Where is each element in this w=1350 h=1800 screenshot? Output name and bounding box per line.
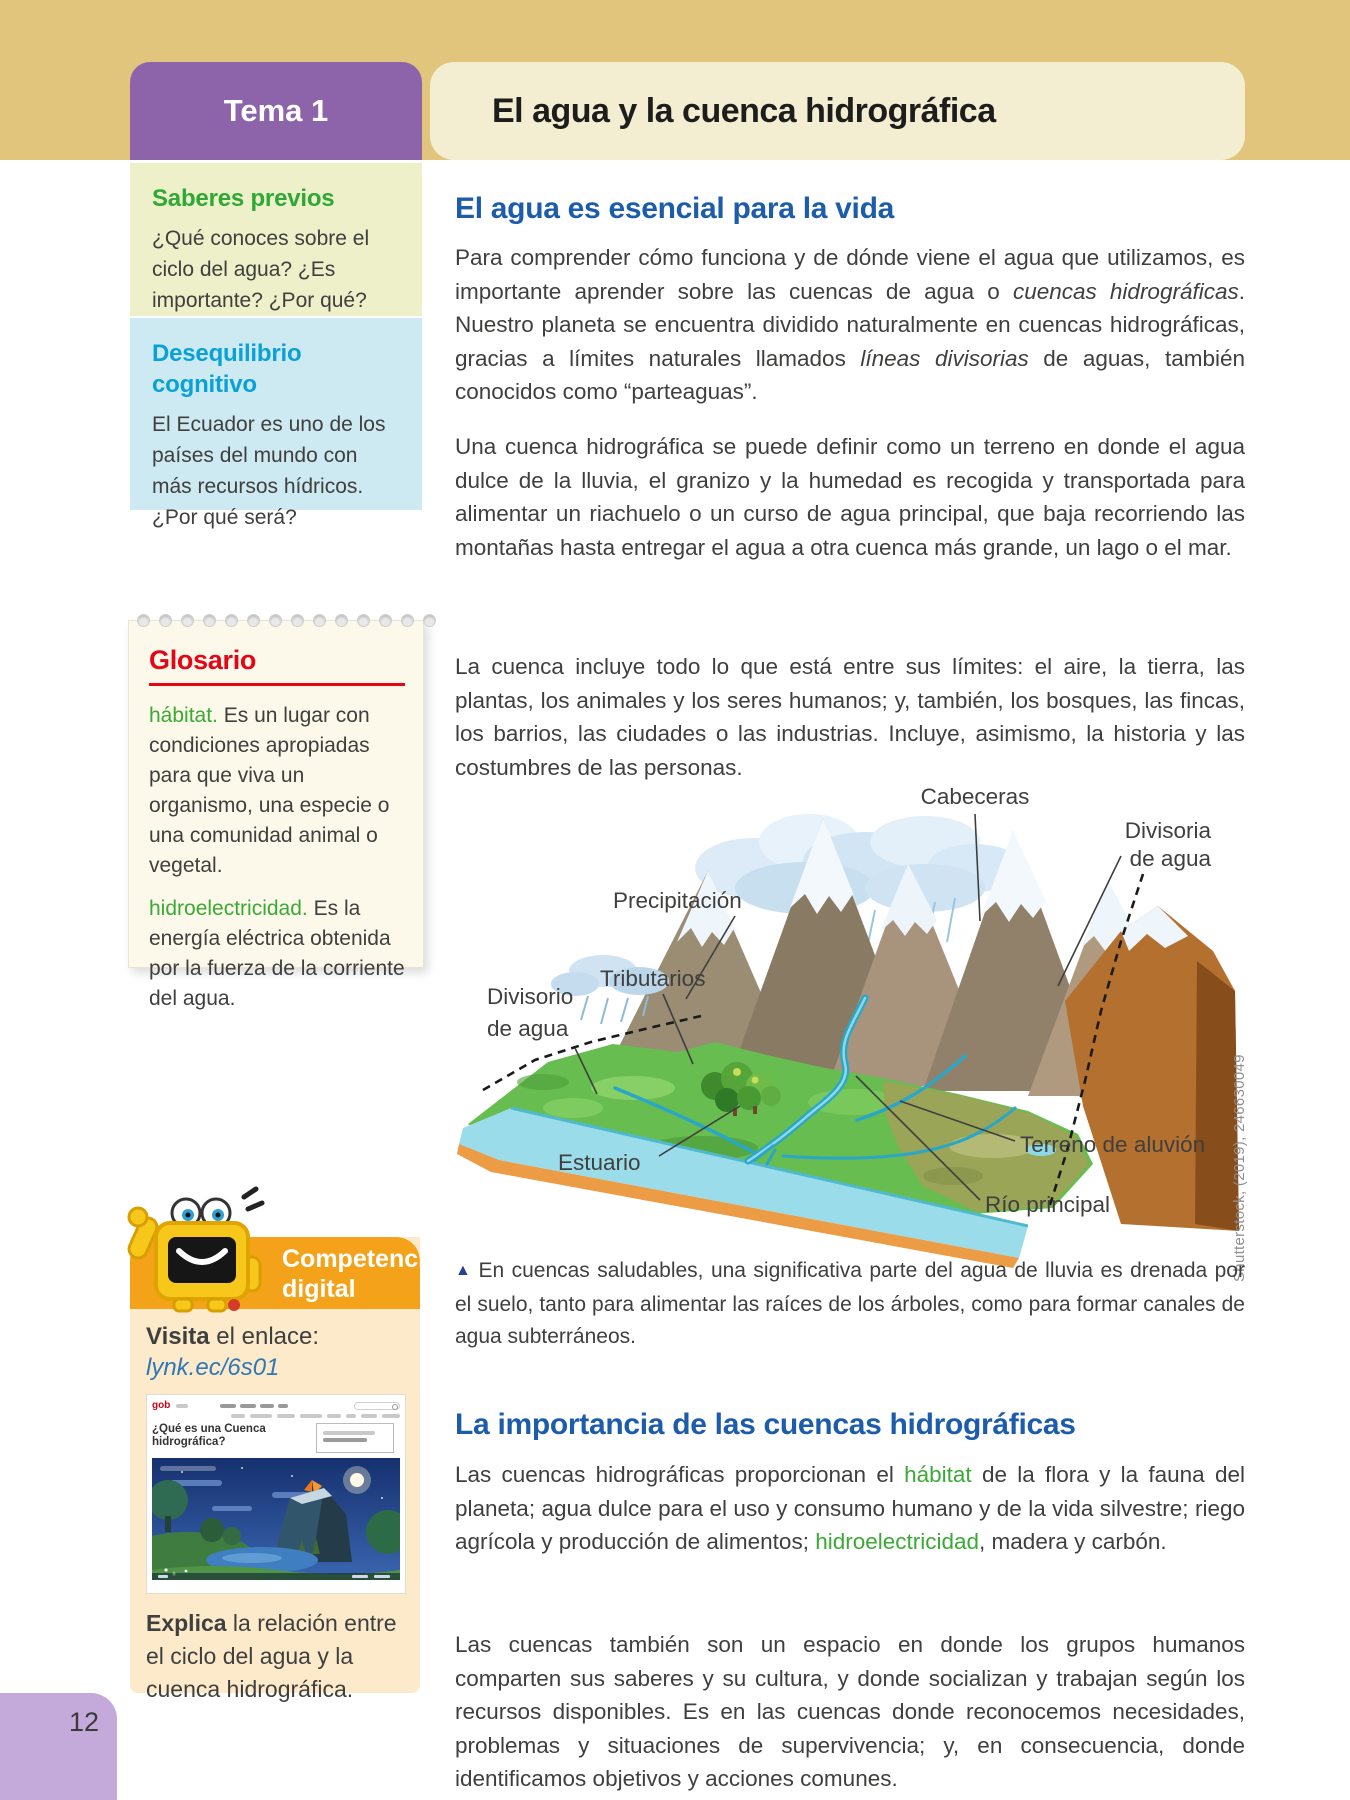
notepad-hole bbox=[225, 614, 238, 627]
notepad-hole bbox=[159, 614, 172, 627]
label-estuario: Estuario bbox=[558, 1150, 641, 1175]
screenshot-heading: ¿Qué es una Cuenca hidrográfica? bbox=[152, 1423, 266, 1448]
notepad-hole bbox=[203, 614, 216, 627]
screenshot-nav-bar bbox=[152, 1414, 400, 1418]
desequilibrio-text: El Ecuador es uno de los países del mundo con más recursos hídricos. ¿Por qué será? bbox=[152, 413, 386, 529]
visita-text: Visita el enlace: bbox=[146, 1323, 320, 1350]
notepad-hole bbox=[423, 614, 436, 627]
paragraph-1: Para comprender cómo funciona y de dónde viene el agua que utilizamos, es importante aprender sobre las cuencas de agua o cuencas hidrográficas. Nuestro planeta se encuentra dividido naturalmente en cuencas hidrográficas, gracias a límites naturales llamados líneas divisorias de aguas, también conocidos como “parteaguas”. bbox=[455, 245, 1246, 404]
diagram-caption bbox=[455, 1255, 1245, 1353]
notepad-hole bbox=[335, 614, 348, 627]
glossary-notepad bbox=[128, 620, 424, 1010]
competencia-title-line2: digital bbox=[282, 1275, 356, 1303]
glossary-definition: Es la energía eléctrica obtenida por la fuerza de la corriente del agua. bbox=[149, 897, 405, 1010]
notepad-hole bbox=[269, 614, 282, 627]
glossary-definition: Es un lugar con condiciones apropiadas para que viva un organismo, una especie o una comunidad animal o vegetal. bbox=[149, 704, 390, 877]
saberes-previos-title: Saberes previos bbox=[152, 185, 335, 212]
label-divisorio-line1: Divisorio bbox=[487, 984, 574, 1009]
paragraph-5: Las cuencas también son un espacio en donde los grupos humanos comparten sus saberes y su cultura, y donde socializan y trabajan según los recursos disponibles. Es en las cuencas donde reconocemos necesidades, problemas y situaciones de supervivencia; y, en consecuencia, donde identificamos objetivos y acciones comunes. bbox=[455, 1632, 1245, 1791]
page-title: El agua y la cuenca hidrográfica bbox=[430, 62, 1245, 160]
competencia-digital-box bbox=[130, 1237, 439, 1702]
label-precipitacion: Precipitación bbox=[613, 888, 742, 913]
desequilibrio-box bbox=[130, 318, 422, 529]
label-terreno: Terreno de aluvión bbox=[1020, 1132, 1206, 1157]
label-divisoria-line2: de agua bbox=[1129, 846, 1211, 871]
glossary-term: hidroelectricidad. bbox=[149, 897, 308, 920]
explica-text: Explica la relación entre el ciclo del agua y la cuenca hidrográfica. bbox=[146, 1610, 397, 1702]
notepad-hole bbox=[401, 614, 414, 627]
notepad-hole bbox=[247, 614, 260, 627]
page-number: 12 bbox=[68, 1707, 99, 1737]
notepad-hole bbox=[357, 614, 370, 627]
notepad-hole bbox=[291, 614, 304, 627]
video-thumbnail bbox=[152, 1458, 400, 1580]
label-divisorio-line2: de agua bbox=[487, 1016, 569, 1041]
page-number-tab bbox=[0, 1693, 117, 1800]
screenshot-side-box bbox=[316, 1423, 394, 1453]
label-divisoria-line1: Divisoria bbox=[1124, 818, 1211, 843]
notepad-hole bbox=[379, 614, 392, 627]
caption-marker-icon: ▲ bbox=[455, 1262, 473, 1279]
notepad-hole bbox=[313, 614, 326, 627]
notepad-hole bbox=[181, 614, 194, 627]
competencia-title-line1: Competencia bbox=[282, 1245, 439, 1273]
competencia-digital-header bbox=[130, 1237, 439, 1309]
label-cabeceras: Cabeceras bbox=[920, 784, 1030, 809]
webpage-screenshot bbox=[146, 1394, 406, 1594]
section2-heading: La importancia de las cuencas hidrográficas bbox=[455, 1408, 1076, 1441]
glossary-entry bbox=[149, 894, 405, 1014]
desequilibrio-title: Desequilibrio cognitivo bbox=[152, 340, 302, 398]
caption-text: En cuencas saludables, una significativa parte del agua de lluvia es drenada por el suelo, tanto para alimentar las raíces de los árboles, como para formar canales de agua subterráneos. bbox=[455, 1259, 1245, 1348]
watershed-diagram bbox=[453, 756, 1245, 1268]
glossary-entry bbox=[149, 701, 405, 881]
notepad-hole bbox=[137, 614, 150, 627]
tema-label: Tema 1 bbox=[130, 62, 422, 160]
gob-logo: gob bbox=[152, 1400, 171, 1411]
paragraph-4: Las cuencas hidrográficas proporcionan el hábitat de la flora y la fauna del planeta; agua dulce para el uso y consumo humano y de la vida silvestre; riego agrícola y producción de alimentos; hidroelectricidad, madera y carbón. bbox=[455, 1462, 1245, 1554]
notepad-holes bbox=[137, 614, 436, 627]
section1-heading: El agua es esencial para la vida bbox=[455, 192, 894, 225]
paragraph-3: La cuenca incluye todo lo que está entre sus límites: el aire, la tierra, las plantas, los animales y los seres humanos; y, también, los bosques, las fincas, los barrios, las ciudades o las industrias. Incluye, asimismo, la historia y las costumbres de las personas. bbox=[455, 654, 1245, 780]
label-rio: Río principal bbox=[985, 1192, 1111, 1217]
glossary-term: hábitat. bbox=[149, 704, 218, 727]
glossary-title: Glosario bbox=[149, 645, 257, 675]
saberes-previos-text: ¿Qué conoces sobre el ciclo del agua? ¿Es importante? ¿Por qué? bbox=[152, 227, 370, 312]
label-tributarios: Tributarios bbox=[600, 966, 706, 991]
glossary-rule bbox=[149, 683, 405, 686]
digital-link[interactable]: lynk.ec/6s01 bbox=[146, 1354, 280, 1381]
screenshot-browser-bar bbox=[152, 1400, 400, 1411]
paragraph-2: Una cuenca hidrográfica se puede definir como un terreno en donde el agua dulce de la lluvia, el granizo y la humedad es recogida y transportada para alimentar un riachuelo o un curso de agua principal, que baja recorriendo las montañas hasta entregar el agua a otra cuenca más grande, un lago o el mar. bbox=[455, 434, 1245, 560]
saberes-previos-box bbox=[130, 163, 422, 316]
search-icon bbox=[354, 1402, 400, 1410]
competencia-body bbox=[130, 1309, 420, 1706]
photo-credit: Shutterstock, (2019), 246630049 bbox=[1231, 1054, 1248, 1282]
